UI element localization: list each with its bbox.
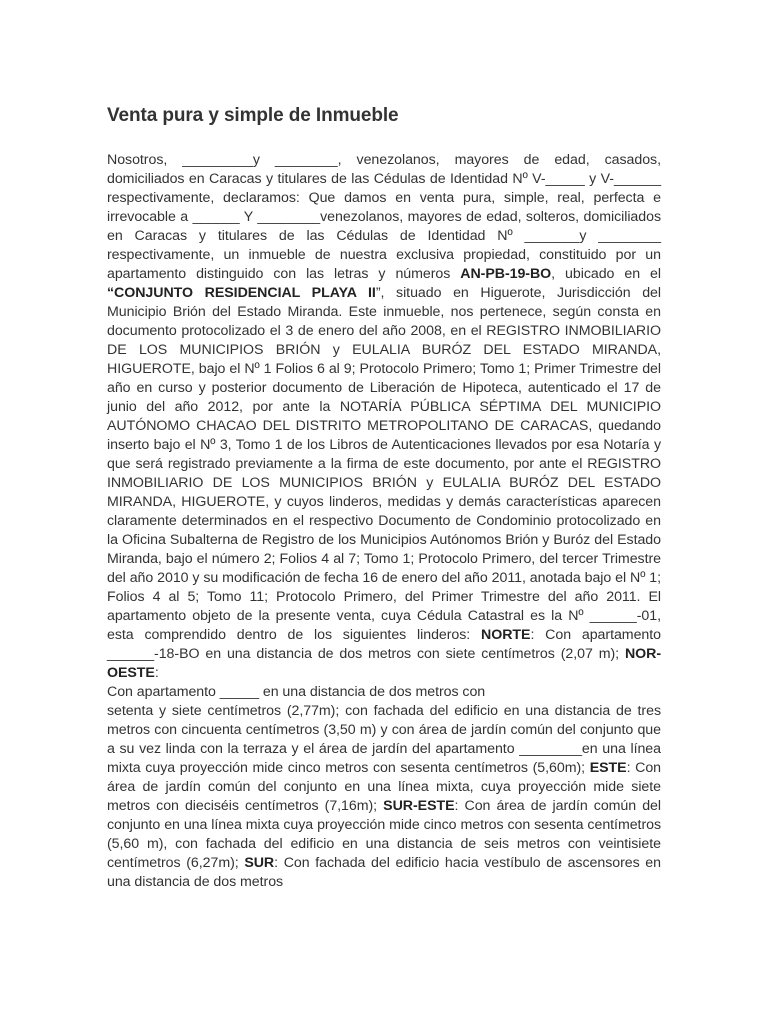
este-label: ESTE xyxy=(589,760,627,776)
document-title: Venta pura y simple de Inmueble xyxy=(107,105,399,126)
document-body-paragraph-1 xyxy=(107,151,661,683)
document-page xyxy=(107,102,661,892)
body-text-1a: Nosotros, _________y ________, venezolanos, mayores de edad, casados, domiciliados en Caracas y titulares de las Cédulas de Identidad Nº V-_____ y V-______ respectivamente, declaramos: Que damos en venta pura, simple, real, perfecta e irrevocable a ______ Y ________venezolanos, mayores de edad, solteros, domiciliados en Caracas y titulares de las Cédulas de Identidad Nº _______y ________ respectivamente, un inmueble de nuestra exclusiva propiedad, constituido por un apartamento distinguido con las letras y números xyxy=(107,152,661,282)
norte-label: NORTE xyxy=(481,627,531,643)
apartment-code: AN-PB-19-BO xyxy=(460,266,552,282)
body-text-1c: ”, situado en Higuerote, Jurisdicción del Municipio Brión del Estado Miranda. Este inmueble, nos pertenece, según consta en documento protocolizado el 3 de enero del año 2008, en el REGISTRO INMOBILIARIO DE LOS MUNICIPIOS BRIÓN y EULALIA BURÓZ DEL ESTADO MIRANDA, HIGUEROTE, bajo el Nº 1 Folios 6 al 9; Protocolo Primero; Tomo 1; Primer Trimestre del año en curso y posterior documento de Liberación de Hipoteca, autenticado el 17 de junio del año 2012, por ante la NOTARÍA PÚBLICA SÉPTIMA DEL MUNICIPIO AUTÓNOMO CHACAO DEL DISTRITO METROPOLITANO DE CARACAS, quedando inserto bajo el Nº 3, Tomo 1 de los Libros de Autenticaciones llevados por esa Notaría y que será registrado previamente a la firma de este documento, por ante el REGISTRO INMOBILIARIO DE LOS MUNICIPIOS BRIÓN y EULALIA BURÓZ DEL ESTADO MIRANDA, HIGUEROTE, y cuyos linderos, medidas y demás características aparecen claramente determinados en el respectivo Documento de Condominio protocolizado en la Oficina Subalterna de Registro de los Municipios Autónomos Brión y Buróz del Estado Miranda, bajo el número 2; Folios 4 al 7; Tomo 1; Protocolo Primero, del tercer Trimestre del año 2010 y su modificación de fecha 16 de enero del año 2011, anotada bajo el Nº 1; Folios 4 al 5; Tomo 11; Protocolo Primero, del Primer Trimestre del año 2011. El apartamento objeto de la presente venta, cuya Cédula Catastral es la Nº ______-01, esta comprendido dentro de los siguientes linderos: xyxy=(107,285,661,643)
body-text-3b: : Con área de jardín común del conjunto en una línea mixta, cuya proyección mide siete metros con dieciséis centímetros (7,16m); xyxy=(107,760,661,814)
body-text-3d: : Con fachada del edificio hacia vestíbulo de ascensores en una distancia de dos metros xyxy=(107,855,661,890)
body-text-3c: : Con área de jardín común del conjunto en una línea mixta cuya proyección mide cinco metros con sesenta centímetros (5,60 m), con fachada del edificio en una distancia de seis metros con veintisiete centímetros (6,27m); xyxy=(107,798,661,871)
body-text-1d: : Con apartamento ______-18-BO en una distancia de dos metros con siete centímetros (2,07 m); xyxy=(107,627,661,662)
document-body-line-2 xyxy=(107,683,661,702)
body-text-1e: : xyxy=(154,665,159,681)
sureste-label: SUR-ESTE xyxy=(383,798,455,814)
conjunto-name: “CONJUNTO RESIDENCIAL PLAYA II xyxy=(107,285,376,301)
body-text-1b: , ubicado en el xyxy=(551,266,661,282)
body-text-2a: Con apartamento _____ en una distancia de dos metros con xyxy=(107,684,486,700)
noroeste-label: NOR-OESTE xyxy=(107,646,661,681)
document-body-paragraph-3 xyxy=(107,702,661,892)
sur-label: SUR xyxy=(244,855,275,871)
body-text-3a: setenta y siete centímetros (2,77m); con fachada del edificio en una distancia de tres metros con cincuenta centímetros (3,50 m) y con área de jardín común del conjunto que a su vez linda con la terraza y el área de jardín del apartamento ________en una línea mixta cuya proyección mide cinco metros con sesenta centímetros (5,60m); xyxy=(107,703,661,776)
